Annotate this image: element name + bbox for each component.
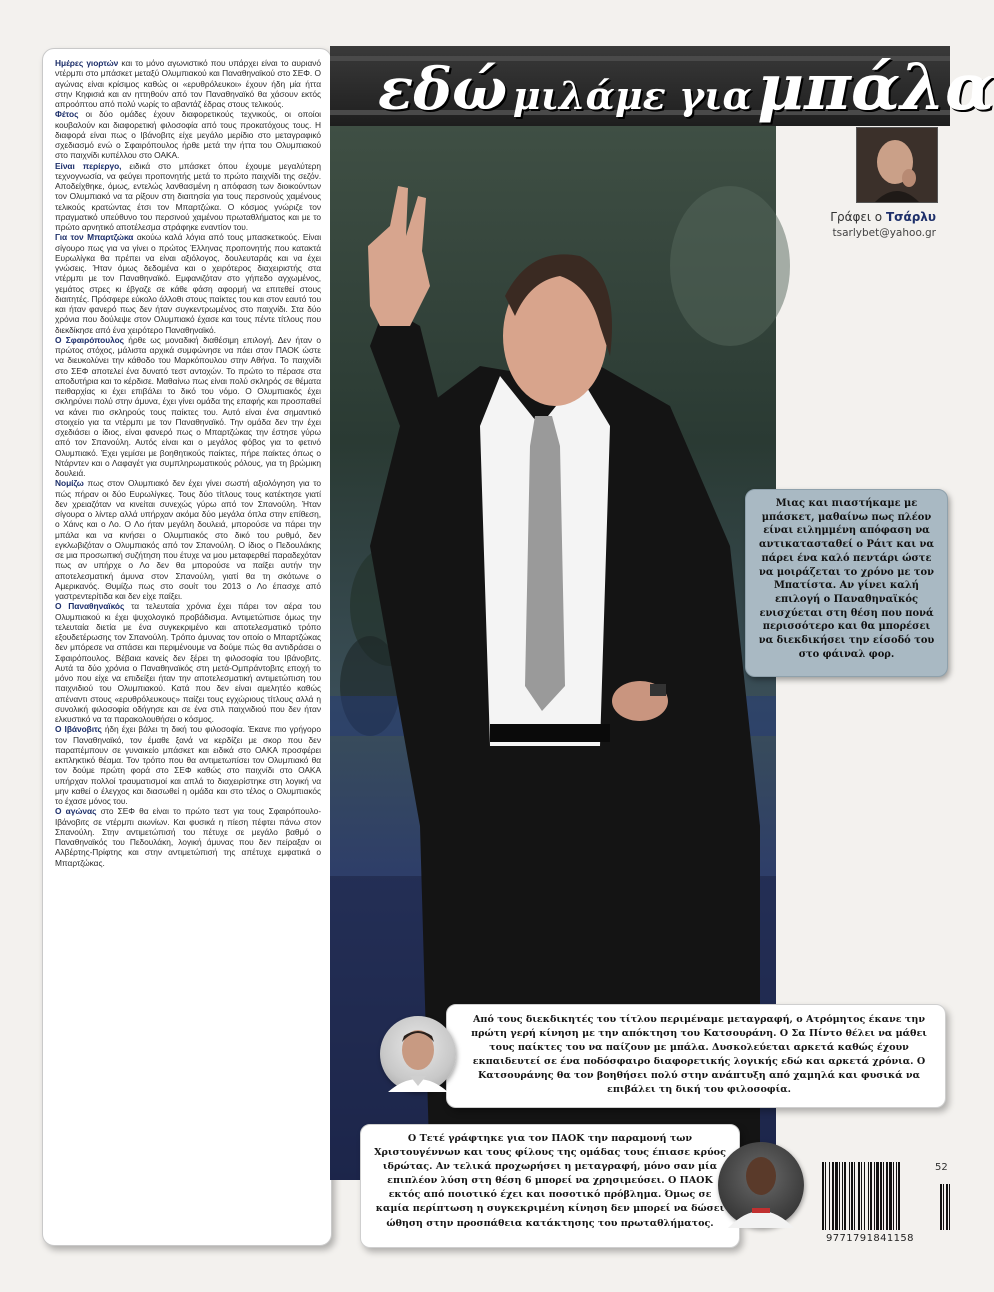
article-paragraph (55, 724, 321, 806)
paok-note (360, 1124, 740, 1248)
paragraph-text: τα τελευταία χρόνια έχει πάρει τον αέρα του Ολυμπιακού κι έχει ψυχολογικό προβάδισμα. Αντιμετώπισε όμως την τελευταία διετία με ένα συγκεκριμένο και αποτελεσματικό τρόπο εξουδετέρωσης τον Σπανούλη. Τρόπο άμυνας τον οποίο ο Μπαρτζώκας δεν μπόρεσε να σπάσει και περιμένουμε να δούμε πώς θα αντιδράσει ο Σφαιρόπουλος. Βέβαια κανείς δεν ξέρει τη φιλοσοφία του Ιβάνοβιτς. Αυτά τα δύο χρόνια ο Παναθηναϊκός στη μετά-Ομπράντοβιτς εποχή το μόνο που είχε να επιδείξει ήταν την αποτελεσματική αντιμετώπιση του παιχνιδιού του Ολυμπιακού. Κατά που δεν είναι αμελητέο καθώς απέναντι στους «ερυθρόλευκους» παίζει τους εγχώριους τίτλους αλλά η συνολική φιλοσοφία οδήγησε και σε ένα στιλ παιχνιδιού που δεν ήταν ελκυστικό να τα παρακολουθήσει ο κόσμος. (55, 601, 321, 724)
player-portrait-tete (718, 1142, 804, 1228)
title-word-3: μπάλα (757, 50, 994, 125)
paragraph-text: ειδικά στο μπάσκετ όπου έχουμε μεγαλύτερη τεχνογνωσία, να φεύγει προπονητής μετά το πρώτο παιχνίδι της σεζόν. Αποδείχθηκε, όμως, εντελώς λανθασμένη η απόφαση των διοικούντων τον Ολυμπιακό να τα ρίξουν στη διαιτησία για τους περσινούς χαμένους τελικούς κρατώντας έτσι τον Μπαρτζώκα. Ο κόσμος γνώριζε τον πραγματικό υπεύθυνο του περσινού χαμένου πρωταθλήματος και με το πρώτο αρνητικό αποτέλεσμα στράφηκε εναντίον του. (55, 160, 321, 232)
article-paragraph (55, 232, 321, 335)
paragraph-lead: Ο αγώνας (55, 806, 97, 817)
paragraph-lead: Είναι περίεργο, (55, 160, 122, 171)
page-number: 52 (935, 1162, 948, 1173)
paragraph-text: πως στον Ολυμπιακό δεν έχει γίνει σωστή αξιολόγηση για το πώς πήραν οι δύο Ευρωλίγκες. Τους δύο τίτλους τους κατέκτησε γιατί δεν χρειαζόταν να κινείται συνεχώς γύρω από τον Σπανούλη. Ήταν σίγουρα ο λίντερ αλλά υπήρχαν ακόμα δύο μεγάλα όπλα στην επίθεση, ο Χάινς και ο Λο. Ο Λο ήταν μεγάλη δουλειά, μπορούσε να πάρει την μπάλα και να κινήσει ο Ολυμπιακός στο δικό του ρυθμό, δεν εγκλωβιζόταν ο Ολυμπιακός από τον Σπανούλη. Ο ίδιος ο Πεδουλάκης σε μια προσωπική συζήτηση που έτυχε να μου μεταφερθεί παραδεχόταν πως αν υπήρχε ο Λο δεν θα μπορούσε να παίξει αυτήν την αποτελεσματική άμυνα στον Σπανούλη, γιατί θα τη σκότωνε ο Αμερικανός. Θυμίζω πως στο σουίτ του 2013 ο Λο έπασχε από γαστρεντερίτιδα και δεν είχε παίξει. (55, 478, 321, 601)
paragraph-lead: Φέτος (55, 109, 79, 120)
byline (790, 210, 936, 239)
paragraph-text: οι δύο ομάδες έχουν διαφορετικούς τεχνικούς, οι οποίοι κουβαλούν και διαφορετική φιλοσοφία από τους προκατόχους τους. Η διαφορά είναι πως ο Ιβάνοβιτς είχε μεγάλο μερίδιο στο μεταγραφικό σχεδιασμό ενώ ο Σφαιρόπουλος ήρθε μετά την ήττα του Ολυμπιακού στο παιχνίδι κυπέλλου στο ΟΑΚΑ. (55, 109, 321, 161)
author-email[interactable]: tsarlybet@yahoo.gr (832, 227, 936, 239)
paragraph-text: και το μόνο αγωνιστικό που υπάρχει είναι το αυριανό ντέρμπι στο μπάσκετ μεταξύ Ολυμπιακού και Παναθηναϊκού στο ΣΕΦ. Ο αγώνας είναι κρίσιμος καθώς οι «ερυθρόλευκοι» έχουν ήδη μία ήττα στην Κηφισιά και αν ηττηθούν από τον Παναθηναϊκό θα χάσουν εκτός απροόπτου από πολύ νωρίς το αβαντάζ έδρας στους τελικούς. (55, 58, 321, 109)
paragraph-lead: Ημέρες γιορτών (55, 58, 119, 68)
atromitos-note (446, 1004, 946, 1108)
article-paragraph (55, 806, 321, 868)
author-name: Τσάρλυ (885, 210, 936, 224)
title-word-1: εδώ (378, 55, 508, 123)
paragraph-text: ακούω καλά λόγια από τους μπασκετικούς. Είναι σίγουρο πως για να γίνει ο πρώτος Έλληνας προπονητής που κατακτά Ευρωλίγκα θα πρέπει να είναι αξιόλογος, δουλευταράς και να έχει γνώσεις. Ήταν όμως δεδομένα και ο χειρότερος διαχειριστής στα ντέρμπι με τον Παναθηναϊκό. Εμφανιζόταν στο γήπεδο αγχωμένος, γεμάτος στρες κι έβγαζε σε κάθε φάση αφορμή να επιτεθεί στους διαιτητές. Πρόσφερε εύκολο άλλοθι στους παίκτες του και στον εαυτό του και ήταν φανερό πως δεν ήταν συγκεντρωμένος στο παιχνίδι. Στα δύο χρόνια που δούλεψε στον Ολυμπιακό έχασε και τους πέντε τίτλους που διεκδίκησε από ένα χειρότερο Παναθηναϊκό. (55, 232, 322, 335)
author-photo (856, 127, 938, 203)
article-column (42, 48, 332, 1246)
article-paragraph (55, 601, 321, 724)
byline-prefix: Γράφει ο (830, 210, 883, 224)
paragraph-text: ήδη έχει βάλει τη δική του φιλοσοφία. Έκανε πιο γρήγορο τον Παναθηναϊκό, τον έμαθε ξανά να κερδίζει με σκορ που δεν παραπέμπουν σε γυναικείο μπάσκετ και ειδικά στο ΟΑΚΑ προσφέρει εκπληκτικό θέαμα. Τον τρόπο που θα αντιμετωπίσει τον Ολυμπιακό θα τον δούμε πρώτη φορά στο ΣΕΦ καθώς στο παιχνίδι στο ΟΑΚΑ υπήρχαν πολλοί τραυματισμοί και απλά το διαχειρίστηκε στη λογική να μην καθεί ο έλεγχος και διασωθεί η ομάδα και στο τέλος ο Ολυμπιακός το έχασε μόνος του. (55, 724, 321, 806)
paragraph-lead: Νομίζω (55, 478, 84, 489)
atromitos-note-text: Από τους διεκδικητές του τίτλου περιμέναμε μεταγραφή, ο Ατρόμητος έκανε την πρώτη γερή κίνηση με την απόκτηση του Κατσουράνη. Ο Σα Πίντο θέλει να μάθει τους παίκτες του να παίζουν με μπάλα. Δυσκολεύεται αρκετά καθώς έχουν εκπαιδευτεί σε ένα ποδόσφαιρο διαφορετικής λογικής εδώ και αρκετά χρόνια. Ο Κατσουράνης θα τον βοηθήσει πολύ στην ανάπτυξη από χαμηλά και φυσικά να επιβάλει τη δική του φιλοσοφία. (471, 1014, 927, 1096)
player-portrait-icon (380, 1016, 456, 1092)
quote-box (745, 489, 948, 677)
paragraph-lead: Ο Ιβάνοβιτς (55, 724, 102, 735)
player-portrait-icon (718, 1142, 804, 1228)
paragraph-text: ήρθε ως μοναδική διαθέσιμη επιλογή. Δεν ήταν ο πρώτος στόχος, μάλιστα αρχικά συμφώνησε να πάει στον ΠΑΟΚ ώστε να διευκολύνει την κάθοδο του Μαρκόπουλου στην Αθήνα. Το παιχνίδι στο ΣΕΦ αποτελεί ένα δυνατό τεστ αντοχών. Το πρώτο το πέρασε στα αποδυτήρια και το κέρδισε. Μαθαίνω πως είναι πολύ σκληρός σε θέματα πειθαρχίας κι έχει επιβάλει το δικό του νόμο. Ο Ολυμπιακός έχει σκληρύνει πολύ στην άμυνα, έχει γίνει ομάδα της επαφής και προσπαθεί να κάνει πιο σκληρούς τους παίκτες του. Αυτό είναι ένα σημαντικό στοιχείο για τα ντέρμπι με τον Παναθηναϊκό. Την ομάδα δεν την έχει σχεδιάσει ο ίδιος, είναι φανερό πως ο Μπαρτζώκας την έστησε γύρω από τον Σπανούλη. Αυτός είναι και ο μεγάλος φόβος για το φετινό Ολυμπιακό. Έχει γεμίσει με βοηθητικούς παίκτες, πήρε παίκτες όπως ο Ντάρντεν και ο Λαφαγέτ για συμπληρωματικούς ρόλους, για τη βρώμικη δουλειά. (55, 334, 321, 478)
article-paragraph (55, 109, 321, 160)
author-portrait-icon (857, 128, 937, 202)
player-portrait-katsouranis (380, 1016, 456, 1092)
paragraph-lead: Ο Παναθηναϊκός (55, 601, 125, 612)
article-paragraph (55, 58, 321, 109)
article-paragraph (55, 335, 321, 479)
barcode-digits: 9771791841158 (826, 1233, 914, 1244)
barcode-icon (816, 1162, 952, 1234)
paragraph-text: στο ΣΕΦ θα είναι το πρώτο τεστ για τους Σφαιρόπουλο-Ιβάνοβιτς σε ντέρμπι αιωνίων. Και φυσικά η πίεση πέφτει πάνω στον Σπανούλη. Στην αντιμετώπισή του πέτυχε σε μεγάλο βαθμό ο Παναθηναϊκός του Πεδουλάκη, λογική άμυνας που δεν πείραξαν οι Αλβέρτης-Πρίφτης και στην αντιμετώπισή της απέτυχε εμφατικά ο Μπαρτζώκας. (55, 806, 321, 868)
paok-note-text: Ο Τετέ γράφτηκε για τον ΠΑΟΚ την παραμονή των Χριστουγέννων και τους φίλους της ομάδας τους έπιασε κρύος ιδρώτας. Αν τελικά προχωρήσει η μεταγραφή, μόνο σαν μία επιπλέον λύση στη θέση 6 μπορεί να χρησιμεύσει. Ο ΠΑΟΚ εκτός από ποιοτικό έχει και ποσοτικό πρόβλημα. Όμως σε καμία περίπτωση η συγκεκριμένη κίνηση δεν μπορεί να δώσει ώθηση στην προσπάθεια κατάκτησης του πρωταθλήματος. (374, 1133, 726, 1229)
paragraph-lead: Για τον Μπαρτζώκα (55, 232, 134, 243)
paragraph-lead: Ο Σφαιρόπουλος (55, 334, 124, 345)
article-paragraph (55, 161, 321, 233)
quote-text: Μιας και πιαστήκαμε με μπάσκετ, μαθαίνω πως πλέον είναι ειλημμένη απόφαση να αντικατασταθεί ο Ράιτ και να πάρει ένα καλό πεντάρι ώστε να μοιράζεται το χρόνο με τον Μπατίστα. Αν γίνει καλή επιλογή ο Παναθηναϊκός ενισχύεται στη θέση που πονά περισσότερο και θα μπορέσει να διεκδικήσει την είσοδό του στο φάιναλ φορ. (758, 498, 935, 660)
section-banner (330, 46, 994, 126)
article-paragraph (55, 478, 321, 601)
title-word-2: μιλάμε για (512, 73, 752, 118)
byline-line (790, 210, 936, 224)
